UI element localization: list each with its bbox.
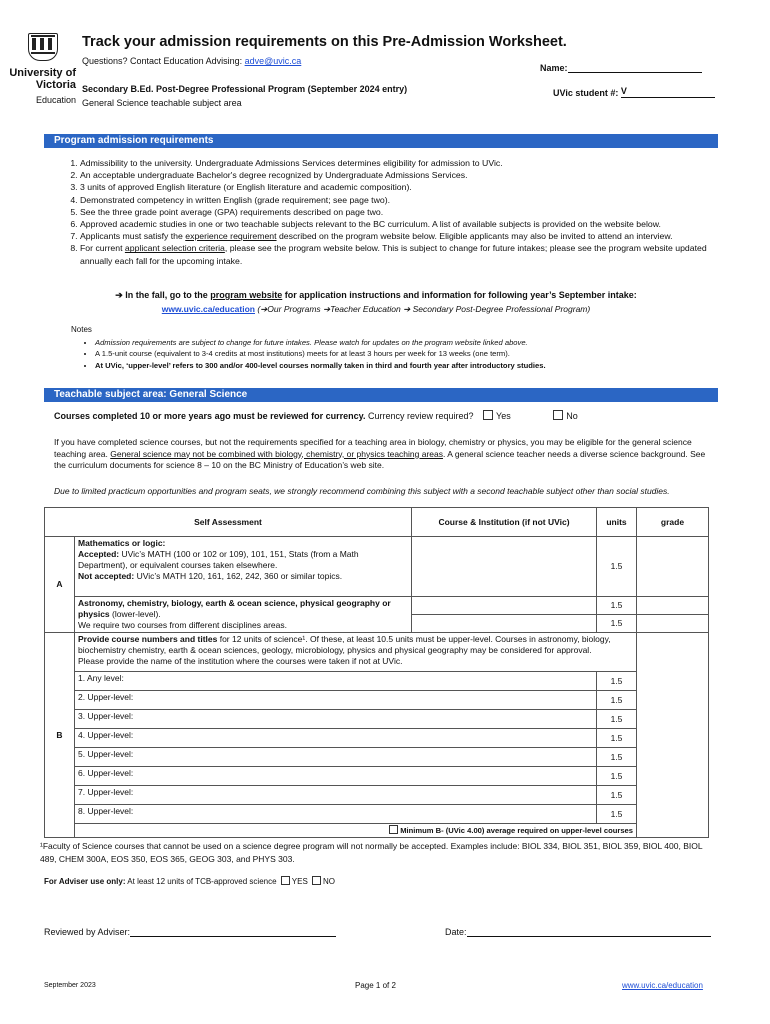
section-b-instructions: Provide course numbers and titles for 12 units of science¹. Of these, at least 10.5 units must be upper-level. Courses in astronomy, biology, biochemistry chemistry, earth & ocean sciences, geology, microbiology, physics and physical geography may be considered for approval. Please provide the name of the institution where the courses were taken if not at UVic.: [75, 633, 637, 672]
currency-line: Courses completed 10 or more years ago must be reviewed for currency. Currency review required? Yes No: [54, 411, 578, 421]
course-entry-field[interactable]: 7. Upper-level:: [75, 786, 597, 805]
table-row: [45, 748, 709, 767]
table-row: [45, 805, 709, 824]
science-course-input-2[interactable]: [412, 615, 597, 633]
note-item: • Admission requirements are subject to change for future intakes. Please watch for updates on the program website linked above.: [95, 337, 711, 348]
requirement-item: 1. Admissibility to the university. Undergraduate Admissions Services determines eligibility for admission to UVic.: [80, 157, 719, 169]
course-units: 1.5: [597, 767, 637, 786]
table-row: [45, 786, 709, 805]
adviser-yes-checkbox[interactable]: [281, 876, 290, 885]
requirement-item: 3. 3 units of approved English literature (or English literature and academic composition).: [80, 181, 719, 193]
subject-area-line: General Science teachable subject area: [82, 98, 242, 108]
table-row: [45, 729, 709, 748]
adviser-use-line: For Adviser use only: At least 12 units of TCB-approved science YES NO: [44, 877, 336, 886]
selection-criteria-link[interactable]: applicant selection criteria: [124, 243, 225, 254]
course-units: 1.5: [597, 805, 637, 824]
course-units: 1.5: [597, 786, 637, 805]
date-label: Date:: [445, 927, 467, 937]
student-number-field[interactable]: [553, 86, 715, 98]
col-course: Course & Institution (if not UVic): [412, 508, 597, 537]
requirement-item: 2. An acceptable undergraduate Bachelor's degree recognized by Undergraduate Admissions Services.: [80, 169, 719, 181]
student-number-prefix: V: [621, 86, 715, 98]
adviser-no-checkbox[interactable]: [312, 876, 321, 885]
currency-no-checkbox[interactable]: [553, 410, 563, 420]
experience-requirement-link[interactable]: experience requirement: [185, 231, 277, 242]
course-units: 1.5: [597, 672, 637, 691]
practicum-note: Due to limited practicum opportunities and program seats, we strongly recommend combining this subject with a second teachable subject other than social studies.: [54, 486, 670, 496]
course-units: 1.5: [597, 691, 637, 710]
fall-instructions: ➔ In the fall, go to the program website for application instructions and information for following year’s September intake:: [115, 290, 637, 300]
footer-date: September 2023: [44, 982, 96, 989]
course-units: 1.5: [597, 710, 637, 729]
science-grade-input-1[interactable]: [637, 597, 709, 615]
reviewed-by-field[interactable]: [44, 926, 336, 937]
general-science-paragraph: If you have completed science courses, but not the requirements specified for a teaching area in biology, chemistry or physics, you may be eligible for the general science teaching area. General science may not be combined with biology, chemistry, or physics teaching areas. A general science teacher needs a diverse science background. See the curriculum documents for science 8 – 10 on the BC Ministry of Education’s web site.: [54, 437, 706, 470]
course-entry-field[interactable]: 1. Any level:: [75, 672, 597, 691]
science-lower-requirement: Astronomy, chemistry, biology, earth & ocean science, physical geography or physics (lower-level). We require two courses from different disciplines areas.: [75, 597, 412, 633]
uvic-crest-icon: [28, 33, 58, 61]
page-number: Page 1 of 2: [355, 981, 396, 990]
col-self-assessment: Self Assessment: [45, 508, 412, 537]
math-grade-input[interactable]: [637, 537, 709, 597]
requirement-item: 4. Demonstrated competency in written English (grade requirement; see page two).: [80, 194, 719, 206]
col-grade: grade: [637, 508, 709, 537]
admission-requirements-list: [55, 157, 719, 267]
note-item: • A 1.5-unit course (equivalent to 3-4 credits at most institutions) meets for at least 3 hours per week for 13 weeks (one term).: [95, 348, 711, 359]
course-units: 1.5: [597, 748, 637, 767]
minimum-average-row: Minimum B- (UVic 4.00) average required on upper-level courses: [75, 824, 637, 838]
requirement-item: 5. See the three grade point average (GPA) requirements described on page two.: [80, 206, 719, 218]
questions-text: Questions? Contact Education Advising:: [82, 56, 245, 66]
math-course-input[interactable]: [412, 537, 597, 597]
section-a-label: A: [45, 537, 75, 633]
currency-yes-checkbox[interactable]: [483, 410, 493, 420]
footer-website-link[interactable]: www.uvic.ca/education: [622, 981, 703, 990]
col-units: units: [597, 508, 637, 537]
course-entry-field[interactable]: 2. Upper-level:: [75, 691, 597, 710]
name-field[interactable]: [540, 63, 702, 73]
science-units-1: 1.5: [597, 597, 637, 615]
program-name: Secondary B.Ed. Post-Degree Professional Program (September 2024 entry): [82, 84, 408, 94]
section-b-label: B: [45, 633, 75, 838]
course-entry-field[interactable]: 8. Upper-level:: [75, 805, 597, 824]
questions-line: [82, 56, 301, 66]
student-number-label: UVic student #:: [553, 88, 621, 98]
course-units: 1.5: [597, 729, 637, 748]
notes-label: Notes: [71, 325, 92, 334]
note-item: • At UVic, ‘upper-level’ refers to 300 and/or 400-level courses normally taken in third and fourth year after introductory studies.: [95, 360, 711, 371]
teachable-section-header: Teachable subject area: General Science: [44, 388, 718, 402]
course-entry-field[interactable]: 4. Upper-level:: [75, 729, 597, 748]
requirement-item: 7. Applicants must satisfy the experience requirement described on the program website below. Eligible applicants may also be invited to attend an interview.: [80, 230, 719, 242]
name-label: Name:: [540, 63, 568, 73]
section-b-grade-input[interactable]: [637, 633, 709, 838]
page-title: Track your admission requirements on this Pre-Admission Worksheet.: [82, 34, 567, 50]
course-entry-field[interactable]: 6. Upper-level:: [75, 767, 597, 786]
notes-list: [71, 337, 711, 371]
table-row: [45, 767, 709, 786]
requirement-item: 8. For current applicant selection criteria, please see the program website below. This is subject to change for future intakes; please see the program website updated annually each fall for the upcoming intake.: [80, 242, 719, 266]
course-entry-field[interactable]: 3. Upper-level:: [75, 710, 597, 729]
footnote: ¹Faculty of Science courses that cannot be used on a science degree program will not normally be accepted. Examples include: BIOL 334, BIOL 351, BIOL 359, BIOL 400, BIOL 489, CHEM 300A, EOS 350, EOS 365, GEOG 303, and PHYS 303.: [40, 841, 703, 864]
reviewed-by-label: Reviewed by Adviser:: [44, 927, 131, 937]
advising-email-link[interactable]: adve@uvic.ca: [244, 56, 302, 66]
table-row: [45, 672, 709, 691]
self-assessment-table: [44, 507, 709, 838]
minimum-average-checkbox[interactable]: [389, 825, 398, 834]
course-entry-field[interactable]: 5. Upper-level:: [75, 748, 597, 767]
table-row: [45, 691, 709, 710]
science-units-2: 1.5: [597, 615, 637, 633]
university-name: University of Victoria: [9, 67, 76, 91]
uvic-education-link[interactable]: www.uvic.ca/education: [161, 304, 255, 314]
science-grade-input-2[interactable]: [637, 615, 709, 633]
math-units: 1.5: [597, 537, 637, 597]
requirement-item: 6. Approved academic studies in one or two teachable subjects relevant to the BC curriculum. A list of available subjects is provided on the website below.: [80, 218, 719, 230]
date-field[interactable]: [445, 926, 711, 937]
program-website-link[interactable]: program website: [210, 290, 283, 300]
website-path: www.uvic.ca/education (➔Our Programs ➔Teacher Education ➔ Secondary Post-Degree Professional Program): [161, 304, 591, 314]
table-row: [45, 710, 709, 729]
admission-section-header: Program admission requirements: [44, 134, 718, 148]
math-requirement: Mathematics or logic: Accepted: UVic’s MATH (100 or 102 or 109), 101, 151, Stats (from a Math Department), or equivalent courses taken elsewhere. Not accepted: UVic’s MATH 120, 161, 162, 242, 360 or similar topics.: [75, 537, 412, 597]
science-course-input-1[interactable]: [412, 597, 597, 615]
faculty-name: Education: [35, 95, 76, 105]
